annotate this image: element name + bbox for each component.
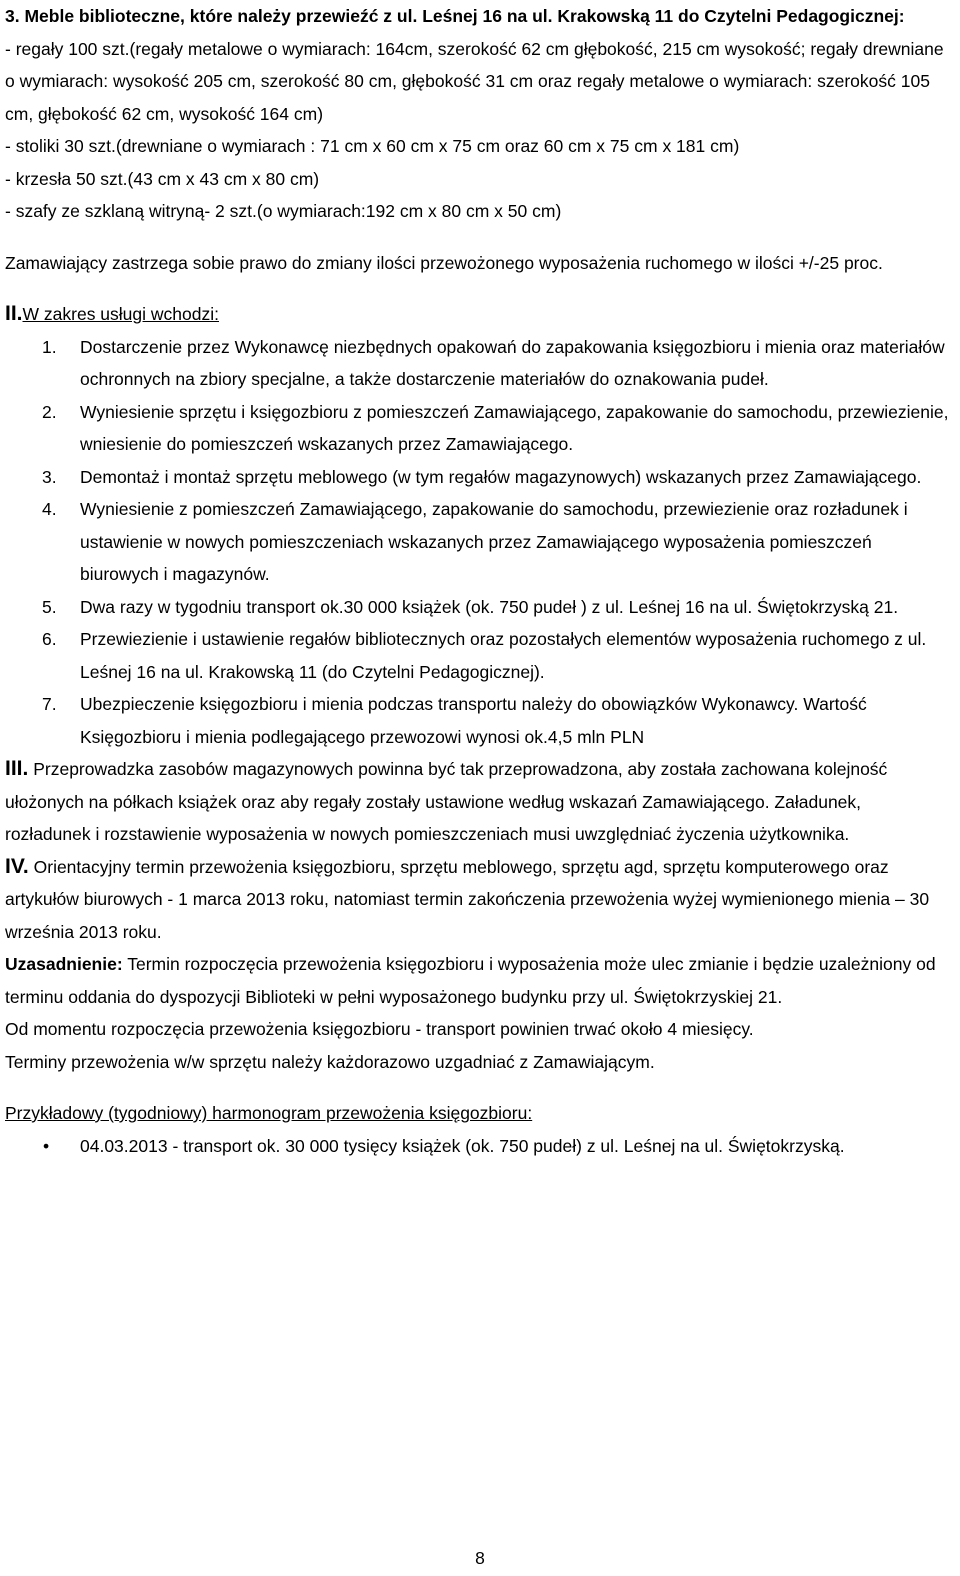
section-iii-roman: III. [5,757,29,780]
justification-paragraph [5,948,950,1013]
document-page [5,0,950,1162]
bullet-icon: • [43,1135,50,1156]
scope-item-text: Wyniesienie sprzętu i księgozbioru z pomieszczeń Zamawiającego, zapakowanie do samochodu, przewiezienie, wniesienie do pomieszczeń wskazanych przez Zamawiającego. [80,401,949,454]
scope-item-number: 3. [42,466,57,487]
scope-item-text: Dwa razy w tygodniu transport ok.30 000 książek (ok. 750 pudeł ) z ul. Leśnej 16 na ul. Świętokrzyską 21. [80,596,899,617]
section-iv-text: Orientacyjny termin przewożenia księgozbioru, sprzętu meblowego, sprzętu agd, sprzętu komputerowego oraz artykułów biurowych - 1 marca 2013 roku, natomiast termin zakończenia przewożenia wyżej wymienionego mienia – 30 września 2013 roku. [5,856,930,942]
scope-item-5 [5,591,950,624]
scope-item-text: Ubezpieczenie księgozbioru i mienia podczas transportu należy do obowiązków Wykonawcy. Wartość Księgozbioru i mienia podlegającego przewozowi wynosi ok.4,5 mln PLN [80,694,867,747]
scope-item-1 [5,331,950,396]
scope-item-3 [5,461,950,494]
furniture-item-cabinets: - szafy ze szklaną witryną- 2 szt.(o wymiarach:192 cm x 80 cm x 50 cm) [5,201,562,221]
scope-item-number: 4. [42,499,57,519]
scope-item-number: 6. [42,629,57,649]
scope-item-number: 1. [42,336,57,357]
page-number: 8 [475,1548,485,1568]
section-iii-paragraph [5,753,950,851]
scope-item-text: Demontaż i montaż sprzętu meblowego (w tym regałów magazynowych) wskazanych przez Zamawiającego. [80,466,922,487]
scope-item-4 [5,493,950,591]
schedule-agreement: Terminy przewożenia w/w sprzętu należy każdorazowo uzgadniać z Zamawiającym. [5,1051,655,1072]
scope-item-7 [5,688,950,753]
furniture-item-chairs: - krzesła 50 szt.(43 cm x 43 cm x 80 cm) [5,168,320,189]
section-ii-title: W zakres usługi wchodzi: [22,304,219,324]
scope-item-text: Przewiezienie i ustawienie regałów bibliotecznych oraz pozostałych elementów wyposażenia ruchomego z ul. Leśnej 16 na ul. Krakowską 11 (do Czytelni Pedagogicznej). [80,629,927,682]
section-ii-heading [5,298,950,331]
justification-label: Uzasadnienie: [5,954,123,974]
transport-duration: Od momentu rozpoczęcia przewożenia księgozbioru - transport powinien trwać około 4 miesięcy. [5,1019,754,1039]
scope-list [5,331,950,754]
scope-item-number: 7. [42,694,57,714]
section-3-heading: 3. Meble biblioteczne, które należy przewieźć z ul. Leśnej 16 na ul. Krakowską 11 do Czytelni Pedagogicznej: [5,6,905,26]
schedule-title: Przykładowy (tygodniowy) harmonogram przewożenia księgozbioru: [5,1103,533,1123]
justification-text: Termin rozpoczęcia przewożenia księgozbioru i wyposażenia może ulec zmianie i będzie uzależniony od terminu oddania do dyspozycji Biblioteki w pełni wyposażonego budynku przy ul. Świętokrzyskiej 21. [5,954,936,1007]
schedule-item [5,1130,950,1163]
scope-item-6 [5,623,950,688]
scope-item-number: 2. [42,401,57,422]
furniture-item-shelves: - regały 100 szt.(regały metalowe o wymiarach: 164cm, szerokość 62 cm głębokość, 215 cm wysokość; regały drewniane o wymiarach: wysokość 205 cm, szerokość 80 cm, głębokość 31 cm oraz regały metalowe o wymiarach: szerokość 105 cm, głębokość 62 cm, wysokość 164 cm) [5,38,944,124]
scope-item-text: Dostarczenie przez Wykonawcę niezbędnych opakowań do zapakowania księgozbioru i mienia oraz materiałów ochronnych na zbiory specjalne, a także dostarczenie materiałów do oznakowania pudeł. [80,336,945,389]
schedule-list [5,1130,950,1163]
section-ii-roman: II. [5,302,23,325]
scope-item-number: 5. [42,596,57,617]
section-iv-paragraph [5,851,950,949]
scope-item-2 [5,396,950,461]
scope-item-text: Wyniesienie z pomieszczeń Zamawiającego, zapakowanie do samochodu, przewiezienie oraz rozładunek i ustawienie w nowych pomieszczeniach wskazanych przez Zamawiającego wyposażenia pomieszczeń biurowych i magazynów. [80,499,908,584]
furniture-item-tables: - stoliki 30 szt.(drewniane o wymiarach : 71 cm x 60 cm x 75 cm oraz 60 cm x 75 cm x 181 cm) [5,136,740,156]
section-iv-roman: IV. [5,854,29,878]
schedule-item-text: 04.03.2013 - transport ok. 30 000 tysięcy książek (ok. 750 pudeł) z ul. Leśnej na ul. Świętokrzyską. [80,1135,845,1156]
section-iii-text: Przeprowadzka zasobów magazynowych powinna być tak przeprowadzona, aby została zachowana kolejność ułożonych na półkach książek oraz aby regały zostały ustawione według wskazań Zamawiającego. Załadunek, rozładunek i rozstawienie wyposażenia w nowych pomieszczeniach musi uwzględniać życzenia użytkownika. [5,759,888,844]
quantity-change-note: Zamawiający zastrzega sobie prawo do zmiany ilości przewożonego wyposażenia ruchomego w ilości +/-25 proc. [5,252,883,273]
